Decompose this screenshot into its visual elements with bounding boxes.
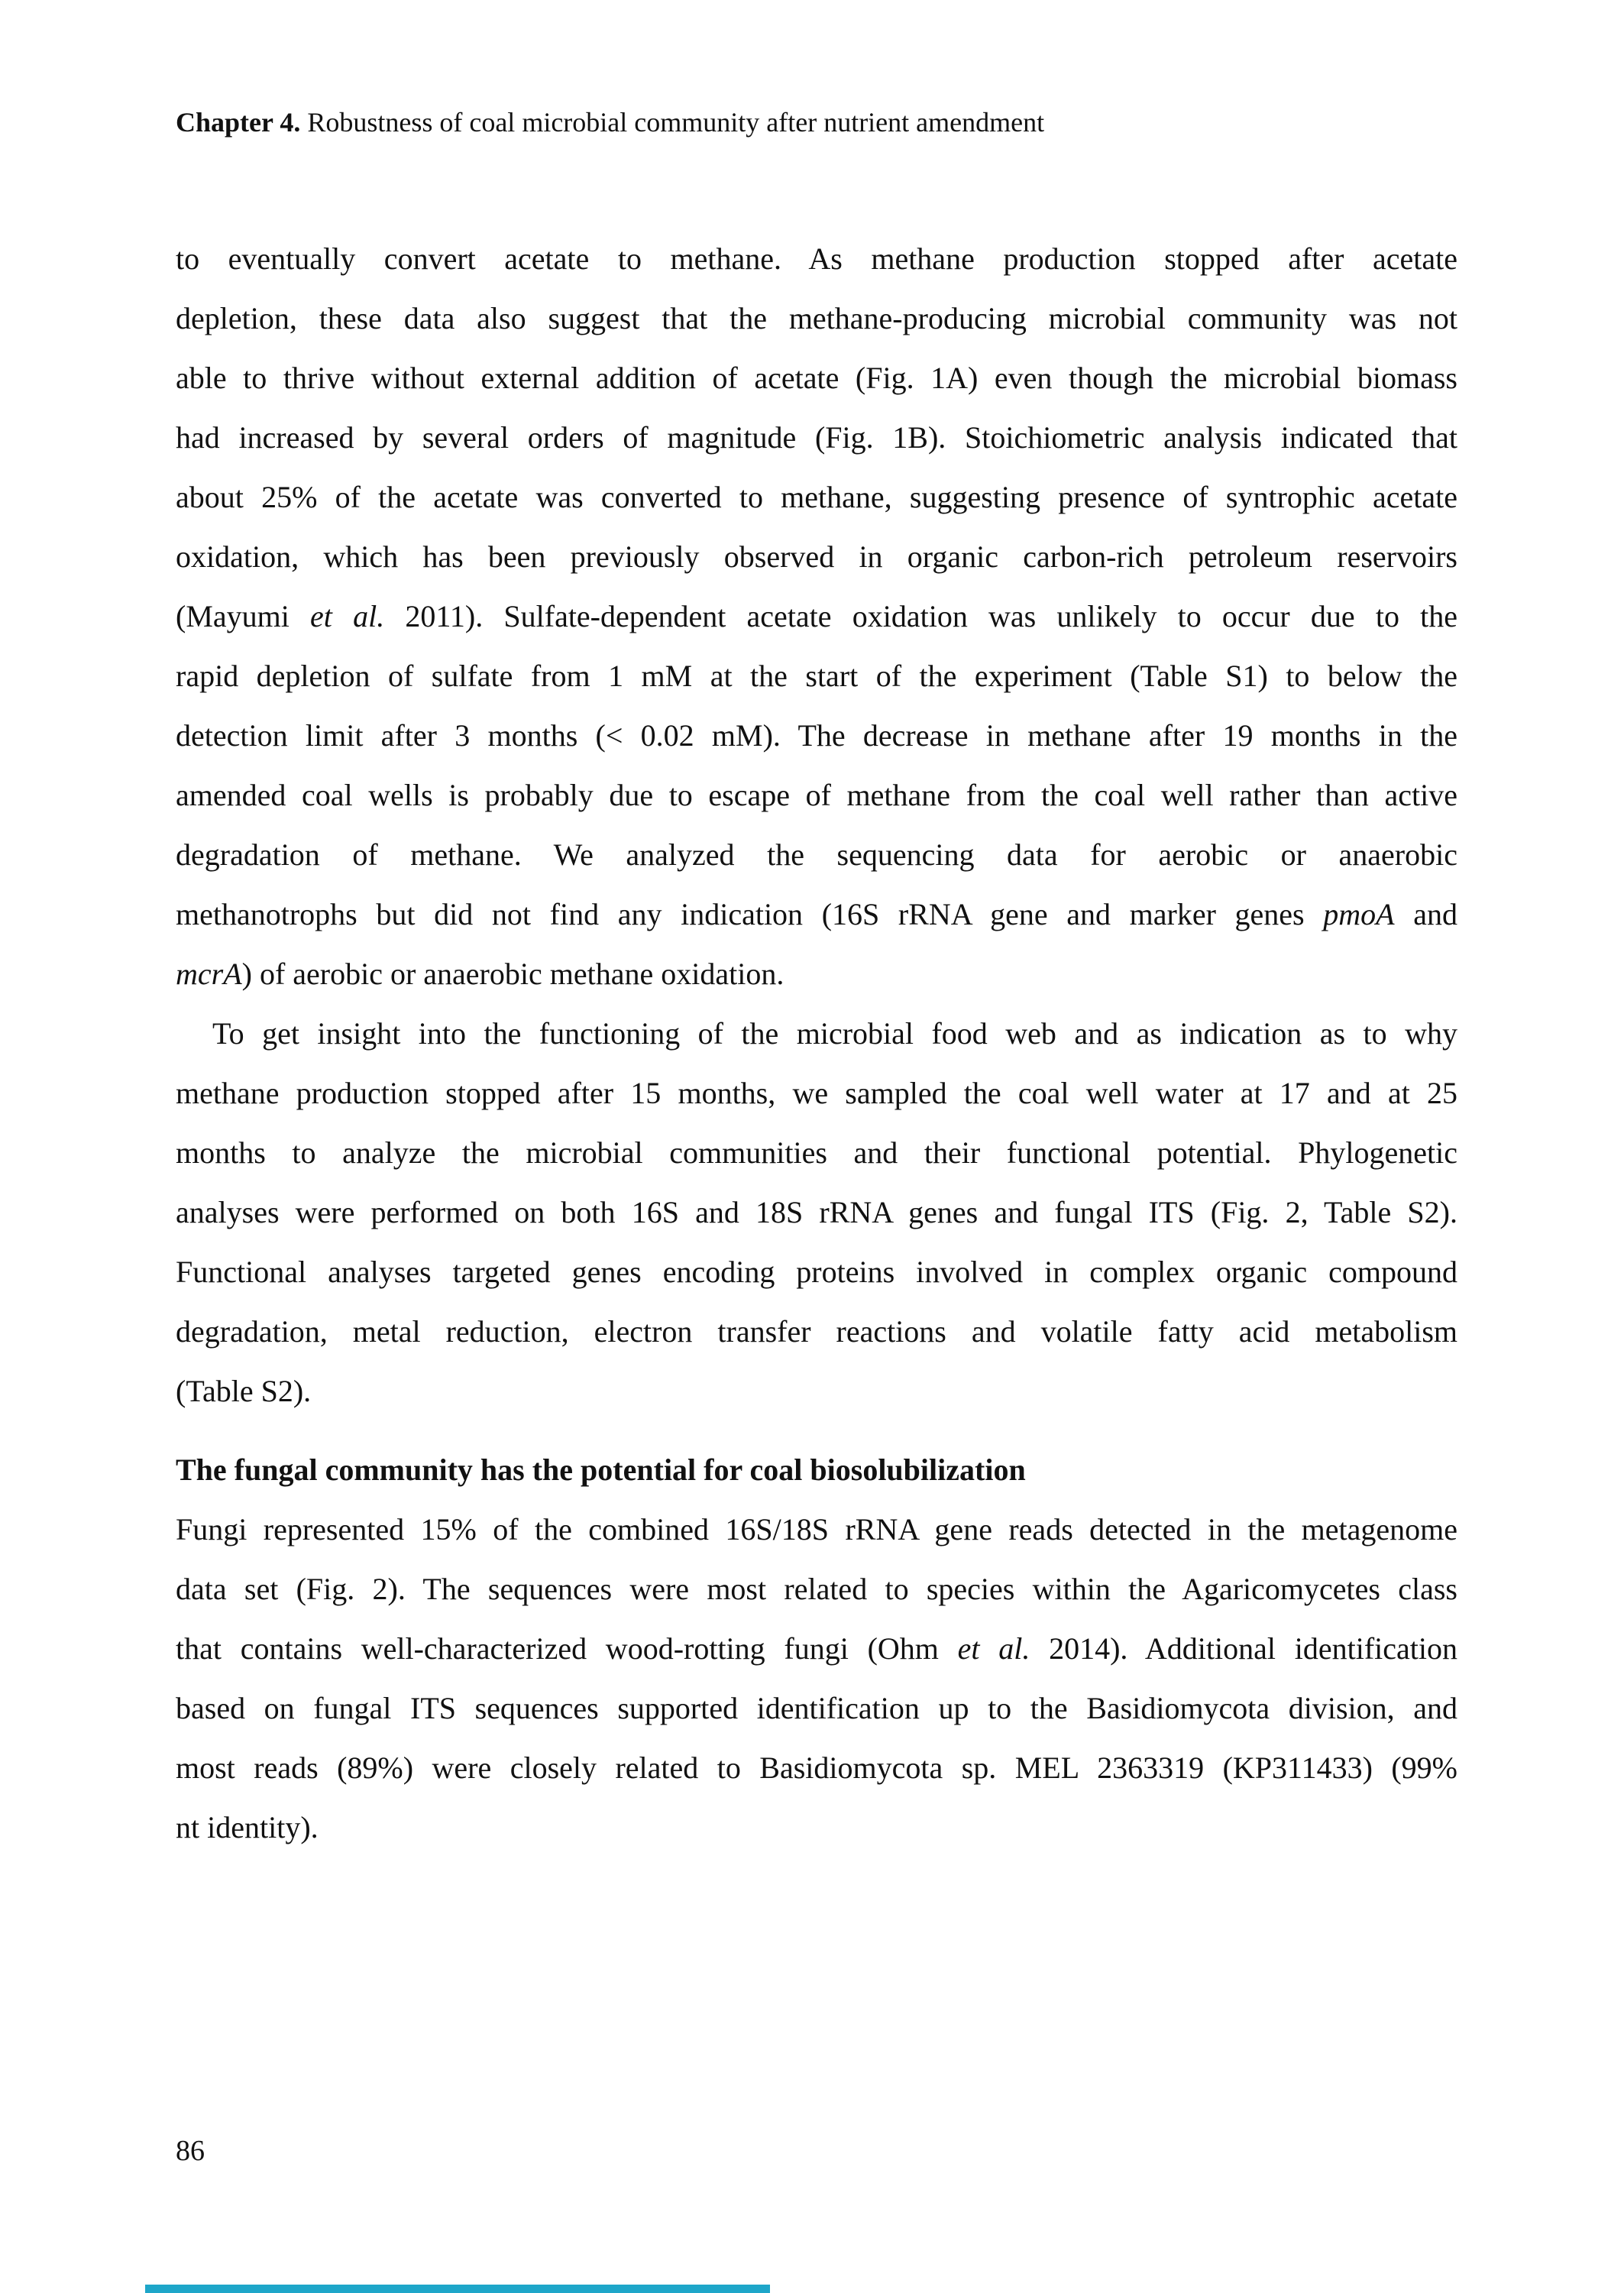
paragraph: [176, 1004, 1457, 1421]
text-line: [176, 1362, 1457, 1421]
text-line: [176, 646, 1457, 706]
chapter-title: Robustness of coal microbial community after nutrient amendment: [300, 107, 1045, 138]
chapter-label: Chapter 4.: [176, 107, 301, 138]
text-line: [176, 289, 1457, 348]
text-segment: degradation, metal reduction, electron transfer reactions and volatile fatty acid metabolism: [176, 1314, 1457, 1349]
text-segment: that contains well-characterized wood-rotting fungi (Ohm: [176, 1631, 958, 1666]
text-segment: amended coal wells is probably due to escape of methane from the coal well rather than active: [176, 778, 1457, 812]
page-number: 86: [176, 2135, 205, 2167]
section-heading: The fungal community has the potential for coal biosolubilization: [176, 1453, 1026, 1487]
text-segment: oxidation, which has been previously observed in organic carbon-rich petroleum reservoirs: [176, 539, 1457, 574]
italic-text-segment: et al.: [310, 599, 385, 633]
text-line: [176, 1302, 1457, 1362]
text-line: [176, 1004, 1457, 1064]
text-line: [176, 229, 1457, 289]
text-segment: Functional analyses targeted genes encoding proteins involved in complex organic compound: [176, 1255, 1457, 1289]
text-segment: rapid depletion of sulfate from 1 mM at the start of the experiment (Table S1) to below the: [176, 659, 1457, 693]
text-line: [176, 1798, 1457, 1857]
text-segment: data set (Fig. 2). The sequences were most related to species within the Agaricomycetes class: [176, 1572, 1457, 1606]
italic-text-segment: et al.: [957, 1631, 1030, 1666]
text-line: [176, 408, 1457, 468]
text-line: [176, 1500, 1457, 1559]
text-segment: nt identity).: [176, 1810, 319, 1844]
body-text: [176, 229, 1457, 1857]
text-line: [176, 1183, 1457, 1242]
text-line: [176, 766, 1457, 825]
text-segment: about 25% of the acetate was converted to methane, suggesting presence of syntrophic acetate: [176, 480, 1457, 514]
text-line: [176, 1679, 1457, 1738]
text-segment: methanotrophs but did not find any indication (16S rRNA gene and marker genes: [176, 897, 1324, 931]
text-line: [176, 825, 1457, 885]
text-segment: based on fungal ITS sequences supported identification up to the Basidiomycota division, and: [176, 1691, 1457, 1725]
text-segment: 2014). Additional identification: [1030, 1631, 1457, 1666]
text-line: [176, 1064, 1457, 1123]
text-segment: to eventually convert acetate to methane. As methane production stopped after acetate: [176, 241, 1457, 276]
text-line: [176, 885, 1457, 944]
text-line: [176, 468, 1457, 527]
italic-text-segment: mcrA: [176, 957, 242, 991]
text-line: [176, 944, 1457, 1004]
text-line: [176, 1738, 1457, 1798]
text-segment: ) of aerobic or anaerobic methane oxidation.: [241, 957, 785, 991]
paragraph: [176, 1500, 1457, 1857]
text-segment: analyses were performed on both 16S and 18S rRNA genes and fungal ITS (Fig. 2, Table S2).: [176, 1195, 1457, 1229]
text-segment: methane production stopped after 15 months, we sampled the coal well water at 17 and at 25: [176, 1076, 1457, 1110]
text-segment: most reads (89%) were closely related to Basidiomycota sp. MEL 2363319 (KP311433) (99%: [176, 1751, 1457, 1785]
text-line: [176, 706, 1457, 766]
italic-text-segment: pmoA: [1323, 897, 1395, 931]
text-line: [176, 1619, 1457, 1679]
text-segment: months to analyze the microbial communities and their functional potential. Phylogenetic: [176, 1135, 1457, 1170]
text-segment: degradation of methane. We analyzed the sequencing data for aerobic or anaerobic: [176, 837, 1457, 872]
text-line: [176, 1242, 1457, 1302]
text-line: [176, 348, 1457, 408]
text-segment: had increased by several orders of magnitude (Fig. 1B). Stoichiometric analysis indicated that: [176, 420, 1457, 455]
running-header: [176, 105, 1457, 139]
text-segment: Fungi represented 15% of the combined 16S/18S rRNA gene reads detected in the metagenome: [176, 1512, 1457, 1546]
paragraph: [176, 229, 1457, 1004]
text-line: [176, 1559, 1457, 1619]
text-line: [176, 527, 1457, 587]
text-segment: (Mayumi: [176, 599, 311, 633]
text-line: [176, 1123, 1457, 1183]
bottom-accent-bar: [145, 2285, 770, 2293]
text-segment: To get insight into the functioning of the microbial food web and as indication as to why: [212, 1016, 1457, 1051]
text-segment: detection limit after 3 months (< 0.02 mM). The decrease in methane after 19 months in the: [176, 718, 1457, 753]
text-segment: (Table S2).: [176, 1374, 312, 1408]
text-segment: and: [1394, 897, 1457, 931]
text-segment: 2011). Sulfate-dependent acetate oxidation was unlikely to occur due to the: [384, 599, 1457, 633]
text-segment: depletion, these data also suggest that the methane-producing microbial community was not: [176, 301, 1457, 335]
text-line: [176, 587, 1457, 646]
text-segment: able to thrive without external addition of acetate (Fig. 1A) even though the microbial biomass: [176, 361, 1457, 395]
